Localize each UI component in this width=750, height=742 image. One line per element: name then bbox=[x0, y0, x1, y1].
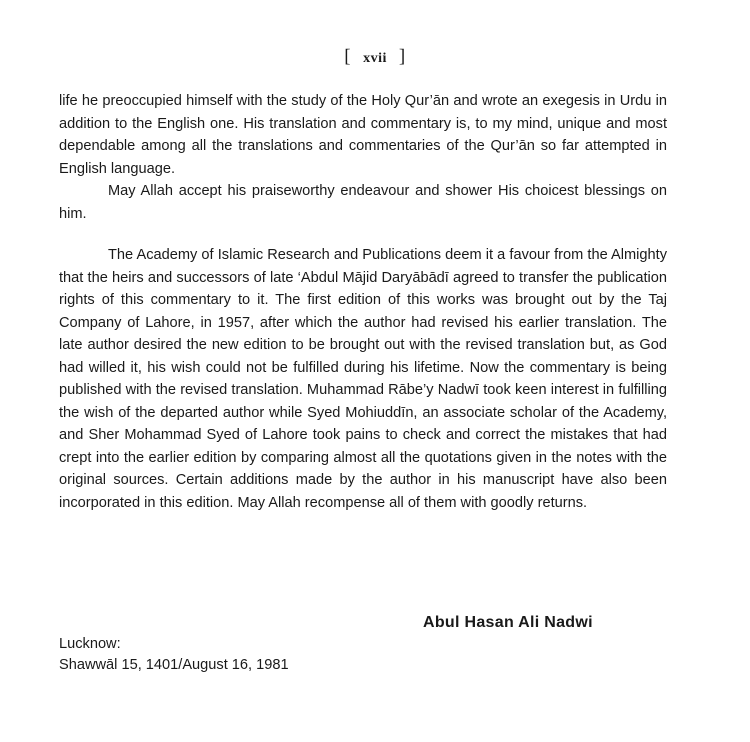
body-text-top bbox=[59, 90, 667, 225]
page-number bbox=[0, 46, 750, 68]
author-signature: Abul Hasan Ali Nadwi bbox=[423, 614, 593, 631]
page-number-value: xvii bbox=[363, 51, 387, 66]
paragraph-continuation: life he preoccupied himself with the study of the Holy Qur’ān and wrote an exegesis in Urdu in addition to the English one. His translation and commentary is, to my mind, unique and most dependable among all the translations and commentaries of the Qur’ān so far attempted in English language. bbox=[59, 93, 667, 177]
date-line: Shawwāl 15, 1401/August 16, 1981 bbox=[59, 657, 289, 673]
paragraph-academy: The Academy of Islamic Research and Publications deem it a favour from the Almighty that the heirs and successors of late ‘Abdul Mājid Daryābādī agreed to transfer the publication rights of this commentary to it. The first edition of this works was brought out by the Taj Company of Lahore, in 1957, after which the author had revised his earlier translation. The late author desired the new edition to be brought out with the revised translation but, as God had willed it, his wish could not be fulfilled during his lifetime. Now the commentary is being published with the revised translation. Muhammad Rābe’y Nadwī took keen interest in fulfilling the wish of the departed author while Syed Mohiuddīn, an associate scholar of the Academy, and Sher Mohammad Syed of Lahore took pains to check and correct the mistakes that had crept into the earlier edition by comparing almost all the quotations given in the notes with the original sources. Certain additions made by the author in his manuscript have also been incorporated in this edition. May Allah recompense all of them with goodly returns. bbox=[59, 247, 667, 511]
close-bracket: ] bbox=[398, 46, 406, 67]
open-bracket: [ bbox=[344, 46, 352, 67]
body-text-main bbox=[59, 244, 667, 514]
paragraph-blessing: May Allah accept his praiseworthy endeavour and shower His choicest blessings on him. bbox=[59, 183, 667, 222]
place-line: Lucknow: bbox=[59, 636, 121, 652]
